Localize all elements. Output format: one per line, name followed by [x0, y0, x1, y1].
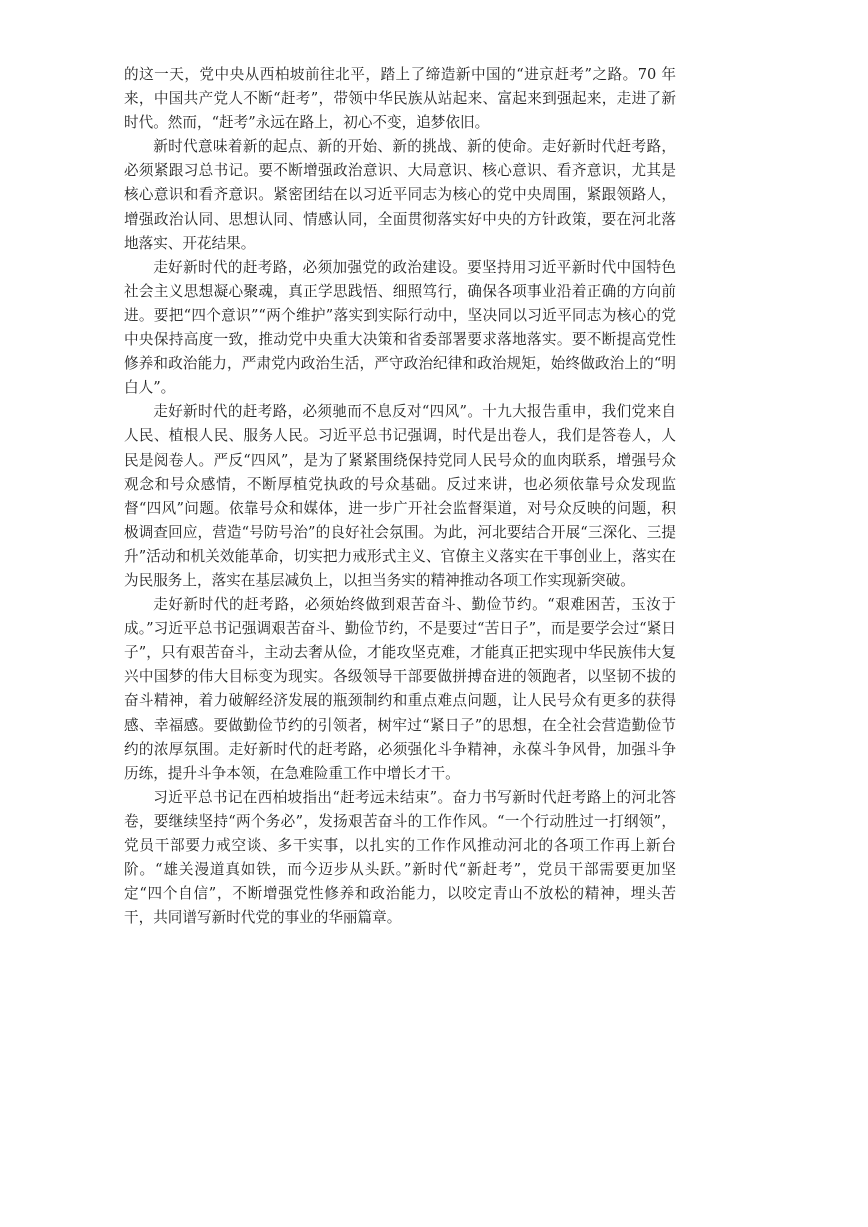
paragraph-3: 走好新时代的赶考路，必须加强党的政治建设。要坚持用习近平新时代中国特色社会主义思想凝心聚魂，真正学思践悟、细照笃行，确保各项事业沿着正确的方向前进。要把“四个意识”“两个维护”落实到实际行动中，坚决同以习近平同志为核心的党中央保持高度一致，推动党中央重大决策和省委部署要求落地落实。要不断提高党性修养和政治能力，严肃党内政治生活，严守政治纪律和政治规矩，始终做政治上的“明白人”。 — [124, 258, 676, 397]
article-body — [124, 63, 676, 930]
paragraph-1: 的这一天，党中央从西柏坡前往北平，踏上了缔造新中国的“进京赶考”之路。70 年来，中国共产党人不断“赶考”，带领中华民族从站起来、富起来到强起来，走进了新时代。然而，“赶考”永远在路上，初心不变，追梦依旧。 — [124, 66, 676, 132]
paragraph-4: 走好新时代的赶考路，必须驰而不息反对“四风”。十九大报告重申，我们党来自人民、植根人民、服务人民。习近平总书记强调，时代是出卷人，我们是答卷人，人民是阅卷人。严反“四风”，是为了紧紧围绕保持党同人民号众的血肉联系，增强号众观念和号众感情，不断厚植党执政的号众基础。反过来讲，也必须依靠号众发现监督“四风”问题。依靠号众和媒体，进一步广开社会监督渠道，对号众反映的问题，积极调查回应，营造“号防号治”的良好社会氛围。为此，河北要结合开展“三深化、三提升”活动和机关效能革命，切实把力戒形式主义、官僚主义落实在干事创业上，落实在为民服务上，落实在基层减负上，以担当务实的精神推动各项工作实现新突破。 — [124, 403, 676, 589]
paragraph-2: 新时代意味着新的起点、新的开始、新的挑战、新的使命。走好新时代赶考路，必须紧跟习总书记。要不断增强政治意识、大局意识、核心意识、看齐意识，尤其是核心意识和看齐意识。紧密团结在以习近平同志为核心的党中央周围，紧跟领路人，增强政治认同、思想认同、情感认同，全面贯彻落实好中央的方针政策，要在河北落地落实、开花结果。 — [124, 138, 676, 252]
paragraph-5: 走好新时代的赶考路，必须始终做到艰苦奋斗、勤俭节约。“艰难困苦，玉汝于成。”习近平总书记强调艰苦奋斗、勤俭节约，不是要过“苦日子”，而是要学会过“紧日子”，只有艰苦奋斗，主动去奢从俭，才能攻坚克难，才能真正把实现中华民族伟大复兴中国梦的伟大目标变为现实。各级领导干部要做拼搏奋进的领跑者，以坚韧不拔的奋斗精神，着力破解经济发展的瓶颈制约和重点难点问题，让人民号众有更多的获得感、幸福感。要做勤俭节约的引领者，树牢过“紧日子”的思想，在全社会营造勤俭节约的浓厚氛围。走好新时代的赶考路，必须强化斗争精神，永葆斗争风骨，加强斗争历练，提升斗争本领，在急难险重工作中增长才干。 — [124, 596, 676, 782]
paragraph-6: 习近平总书记在西柏坡指出“赶考远未结束”。奋力书写新时代赶考路上的河北答卷，要继续坚持“两个务必”，发扬艰苦奋斗的工作作风。“一个行动胜过一打纲领”，党员干部要力戒空谈、多干实事，以扎实的工作作风推动河北的各项工作再上新台阶。“雄关漫道真如铁，而今迈步从头跃。”新时代“新赶考”，党员干部需要更加坚定“四个自信”，不断增强党性修养和政治能力，以咬定青山不放松的精神，埋头苦干，共同谱写新时代党的事业的华丽篇章。 — [124, 788, 676, 927]
